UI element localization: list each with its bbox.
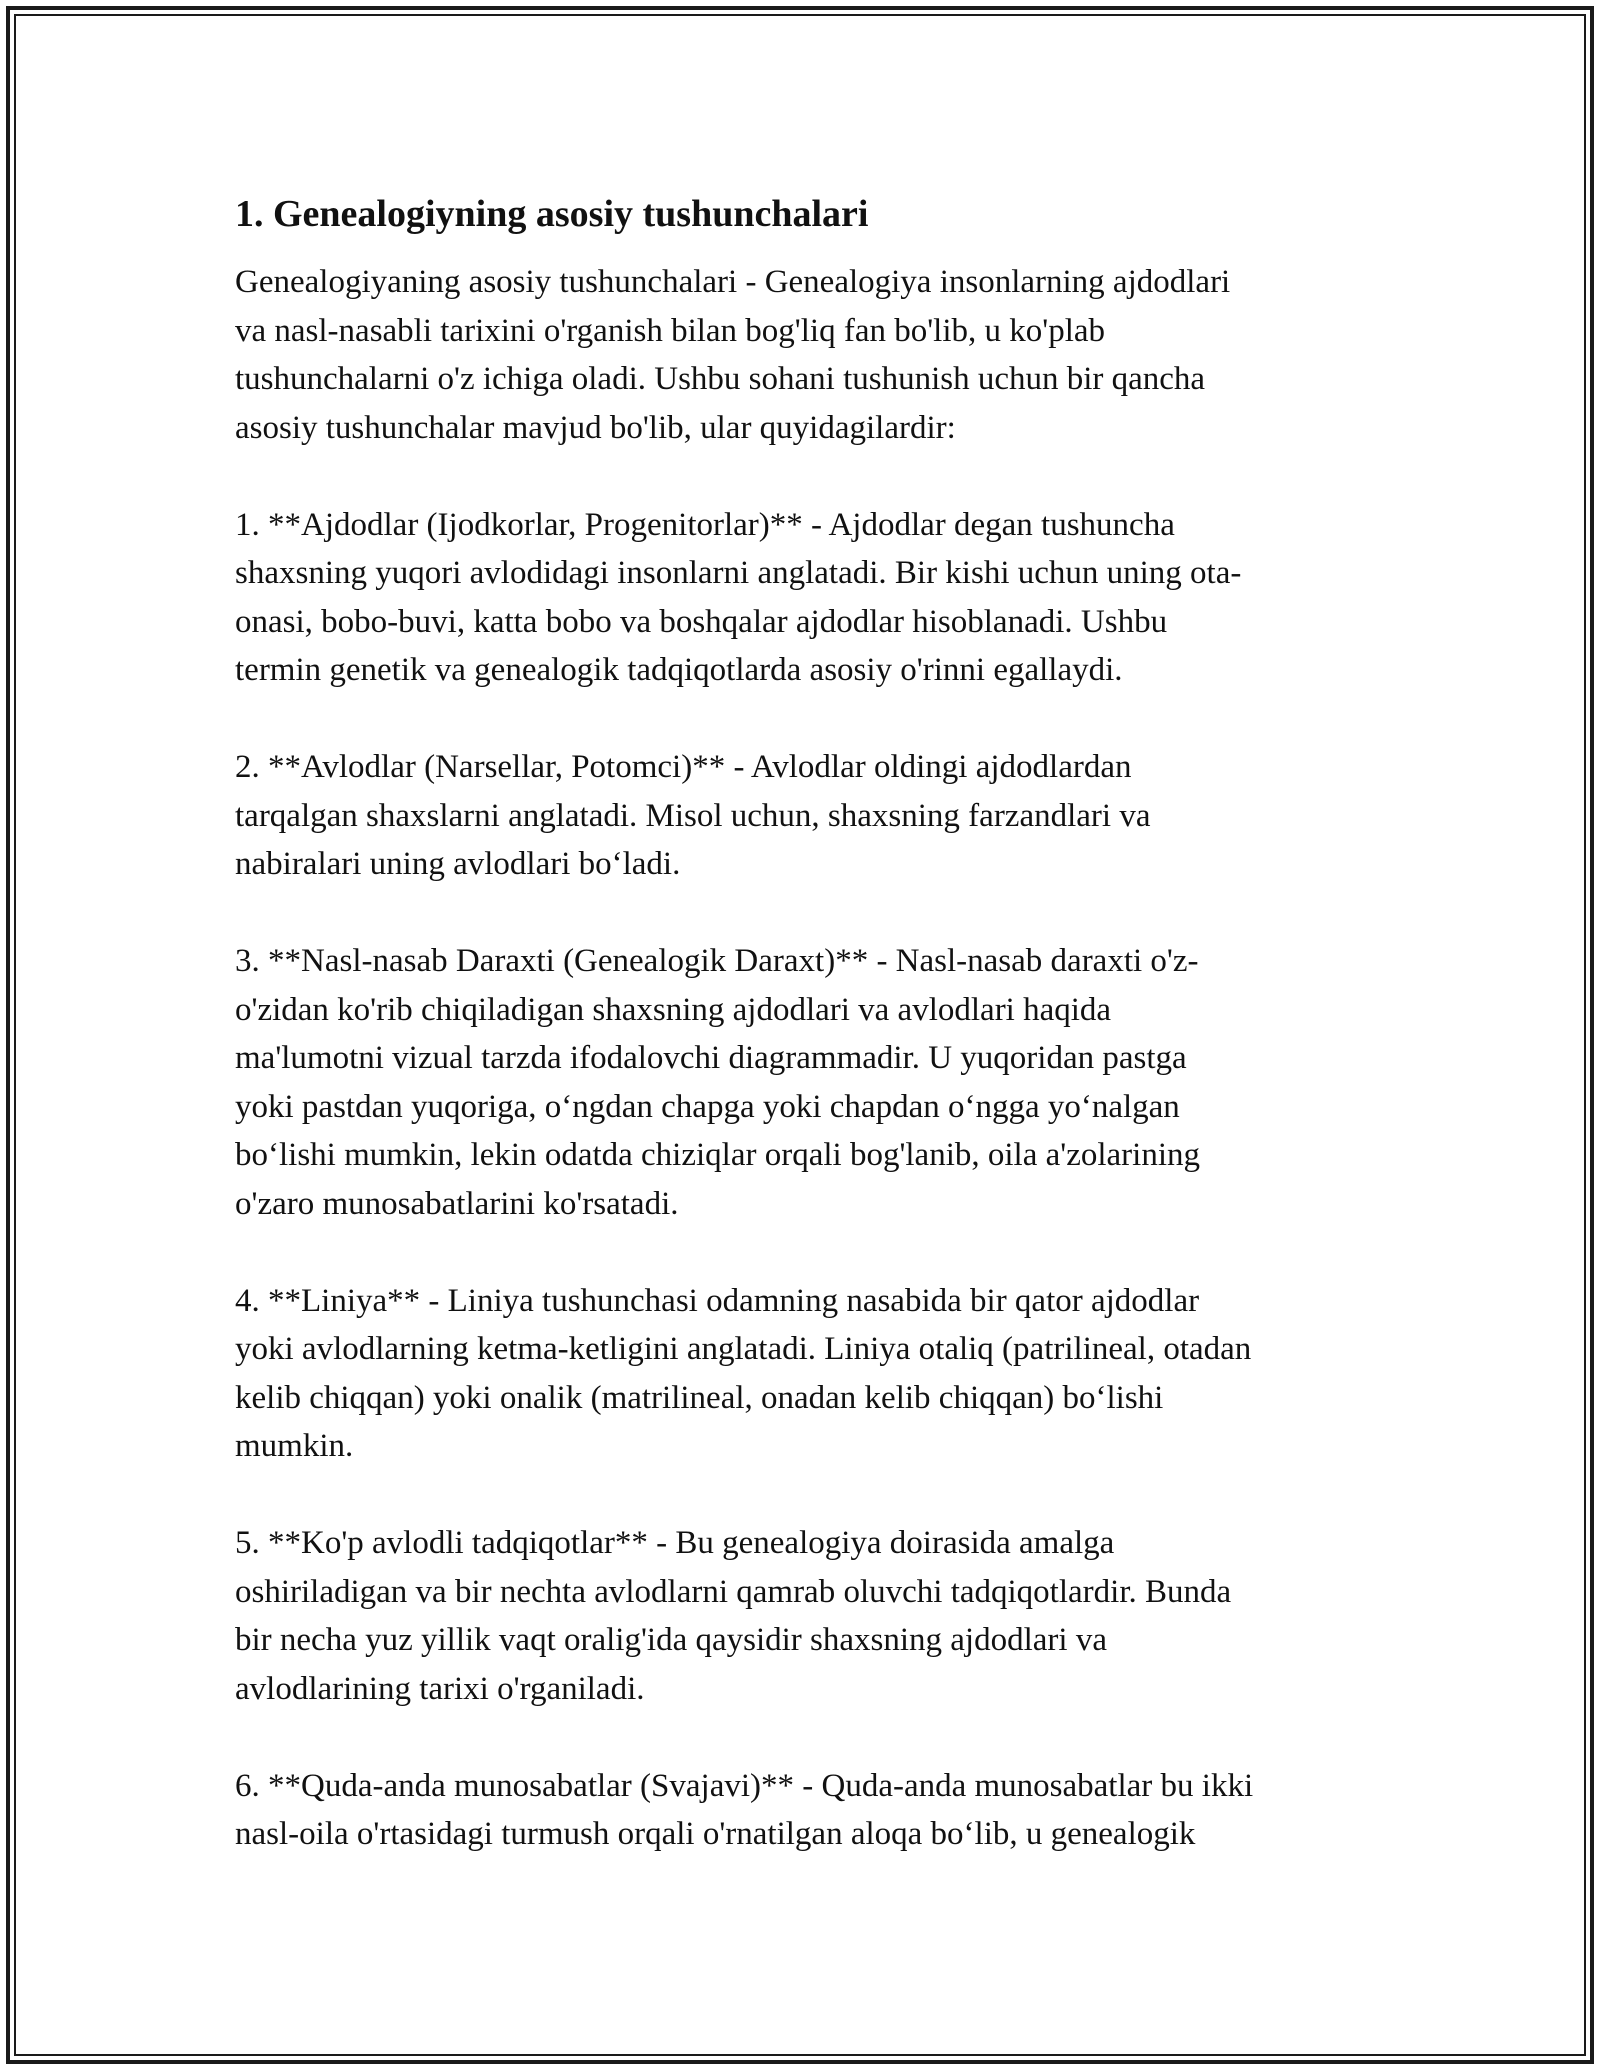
list-item-ajdodlar: 1. **Ajdodlar (Ijodkorlar, Progenitorlar)** - Ajdodlar degan tushuncha shaxsning yuqori avlodidagi insonlarni anglatadi. Bir kishi uchun uning ota- onasi, bobo-buvi, katta bobo va boshqalar ajdodlar hisoblanadi. Ushbu termin genetik va genealogik tadqiqotlarda asosiy o'rinni egallaydi. — [235, 506, 1242, 688]
list-item-kop-avlodli-tadqiqotlar: 5. **Ko'p avlodli tadqiqotlar** - Bu genealogiya doirasida amalga oshiriladigan va bir nechta avlodlarni qamrab oluvchi tadqiqotlardir. Bunda bir necha yuz yillik vaqt oralig'ida qaysidir shaxsning ajdodlari va avlodlarining tarixi o'rganiladi. — [235, 1525, 1232, 1707]
list-item-nasl-nasab-daraxti: 3. **Nasl-nasab Daraxti (Genealogik Daraxt)** - Nasl-nasab daraxti o'z- o'zidan ko'rib chiqiladigan shaxsning ajdodlari va avlodlari haqida ma'lumotni vizual tarzda ifodalovchi diagrammadir. U yuqoridan pastga yoki pastdan yuqoriga, o‘ngdan chapga yoki chapdan o‘ngga yo‘nalgan bo‘lishi mumkin, lekin odatda chiziqlar orqali bog'lanib, oila a'zolarining o'zaro munosabatlarini ko'rsatadi. — [235, 943, 1200, 1222]
list-item-avlodlar: 2. **Avlodlar (Narsellar, Potomci)** - Avlodlar oldingi ajdodlardan tarqalgan shaxslarni anglatadi. Misol uchun, shaxsning farzandlari va nabiralari uning avlodlari bo‘ladi. — [235, 749, 1151, 882]
document-body — [235, 188, 1375, 1859]
list-item-quda-anda-munosabatlar: 6. **Quda-anda munosabatlar (Svajavi)** - Quda-anda munosabatlar bu ikki nasl-oila o'rtasidagi turmush orqali o'rnatilgan aloqa bo‘lib, u genealogik — [235, 1767, 1254, 1852]
section-heading: 1. Genealogiyning asosiy tushunchalari — [235, 193, 869, 235]
list-item-liniya: 4. **Liniya** - Liniya tushunchasi odamning nasabida bir qator ajdodlar yoki avlodlarning ketma-ketligini anglatadi. Liniya otaliq (patrilineal, otadan kelib chiqqan) yoki onalik (matrilineal, onadan kelib chiqqan) bo‘lishi mumkin. — [235, 1282, 1252, 1464]
intro-paragraph: Genealogiyaning asosiy tushunchalari - Genealogiya insonlarning ajdodlari va nasl-nasabli tarixini o'rganish bilan bog'liq fan bo'lib, u ko'plab tushunchalarni o'z ichiga oladi. Ushbu sohani tushunish uchun bir qancha asosiy tushunchalar mavjud bo'lib, ular quyidagilardir: — [235, 264, 1231, 446]
